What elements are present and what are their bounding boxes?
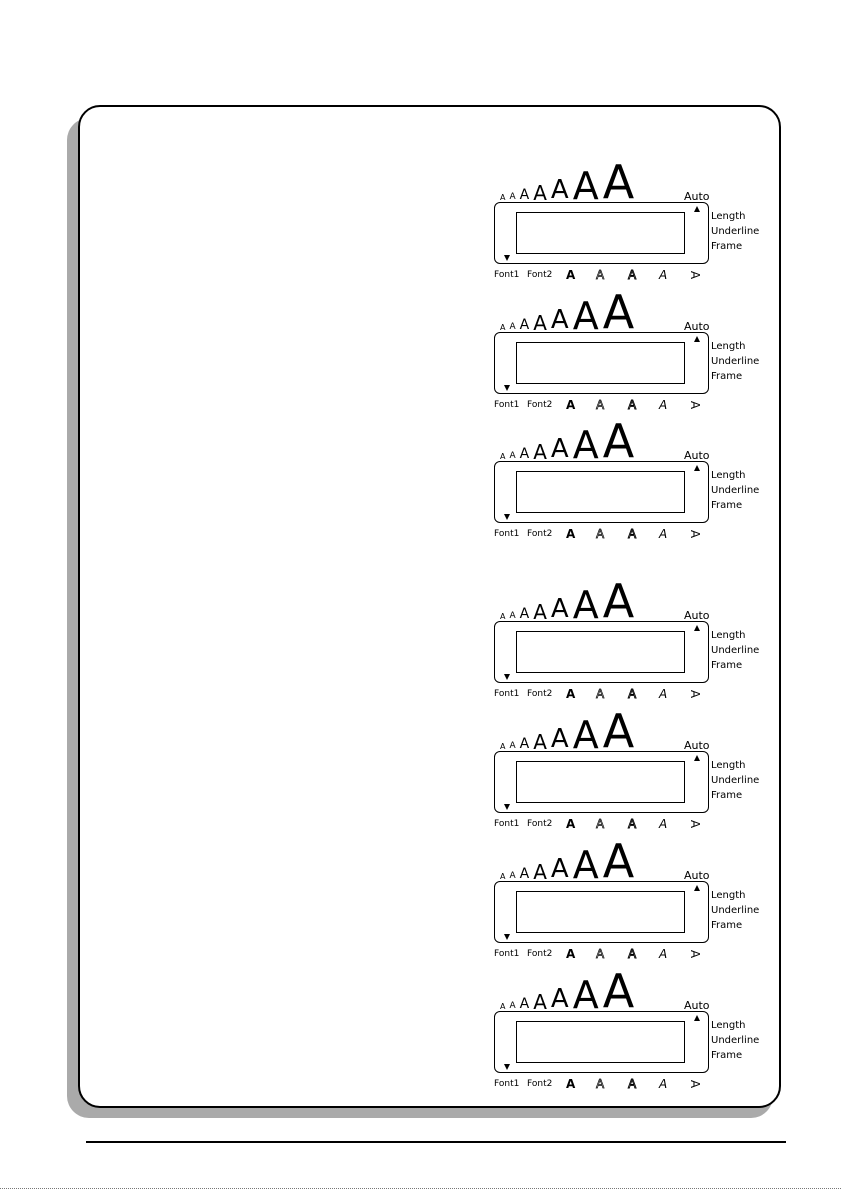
bottom-labels	[494, 527, 709, 541]
size-indicator-3: A	[519, 995, 530, 1012]
size-indicator-2: A	[509, 610, 516, 621]
size-indicator-5: A	[550, 175, 569, 206]
lcd-display	[490, 834, 760, 964]
bold-style-icon: A	[566, 817, 576, 831]
outline-style-icon: A	[596, 947, 605, 961]
size-indicator-1: A	[500, 871, 506, 881]
side-labels	[711, 1018, 759, 1063]
lcd-screen	[516, 342, 685, 384]
length-label: Length	[711, 470, 746, 481]
underline-label: Underline	[711, 645, 760, 656]
font2-label: Font2	[527, 529, 553, 539]
side-labels	[711, 339, 759, 384]
size-indicator-7: A	[602, 155, 635, 210]
font1-label: Font1	[494, 949, 520, 959]
triangle-down-icon	[504, 674, 510, 680]
font2-label: Font2	[527, 819, 553, 829]
lcd-frame	[494, 881, 709, 943]
length-label: Length	[711, 630, 746, 641]
lcd-display	[490, 414, 760, 544]
side-labels	[711, 468, 759, 513]
side-labels	[711, 758, 759, 803]
triangle-up-icon	[694, 206, 700, 212]
underline-label: Underline	[711, 905, 760, 916]
size-indicator-6: A	[572, 422, 599, 467]
font1-label: Font1	[494, 270, 520, 280]
vertical-style-icon: A	[688, 689, 703, 699]
size-indicator-6: A	[572, 582, 599, 627]
bold-style-icon: A	[566, 1077, 576, 1091]
size-indicators	[500, 155, 635, 210]
underline-label: Underline	[711, 226, 760, 237]
vertical-style-icon: A	[688, 949, 703, 959]
font1-label: Font1	[494, 1079, 520, 1089]
shadow-style-icon: A	[628, 1077, 637, 1091]
vertical-style-icon: A	[688, 529, 703, 539]
shadow-style-icon: A	[628, 268, 637, 282]
bottom-labels	[494, 398, 709, 412]
lcd-frame	[494, 1011, 709, 1073]
size-indicators	[500, 964, 635, 1019]
lcd-display	[490, 964, 760, 1094]
underline-label: Underline	[711, 1035, 760, 1046]
italic-style-icon: A	[659, 687, 668, 701]
shadow-style-icon: A	[628, 687, 637, 701]
bottom-labels	[494, 687, 709, 701]
font1-label: Font1	[494, 400, 520, 410]
size-indicator-7: A	[602, 414, 635, 469]
bottom-labels	[494, 268, 709, 282]
outline-style-icon: A	[596, 687, 605, 701]
size-indicator-2: A	[509, 321, 516, 332]
frame-label: Frame	[711, 500, 743, 511]
font2-label: Font2	[527, 1079, 553, 1089]
lcd-frame	[494, 461, 709, 523]
size-indicator-4: A	[533, 990, 547, 1014]
lcd-frame	[494, 751, 709, 813]
triangle-down-icon	[504, 255, 510, 261]
underline-label: Underline	[711, 485, 760, 496]
footer-rule	[86, 1141, 786, 1143]
size-indicator-7: A	[602, 574, 635, 629]
outline-style-icon: A	[596, 398, 605, 412]
size-indicator-2: A	[509, 740, 516, 751]
font1-label: Font1	[494, 529, 520, 539]
length-label: Length	[711, 341, 746, 352]
lcd-display	[490, 155, 760, 285]
outline-style-icon: A	[596, 268, 605, 282]
triangle-down-icon	[504, 514, 510, 520]
lcd-screen	[516, 631, 685, 673]
italic-style-icon: A	[659, 947, 668, 961]
auto-label: Auto	[684, 999, 710, 1012]
size-indicator-4: A	[533, 730, 547, 754]
bottom-dotted-edge	[0, 1188, 841, 1189]
size-indicator-5: A	[550, 724, 569, 755]
size-indicator-4: A	[533, 600, 547, 624]
size-indicators	[500, 834, 635, 889]
length-label: Length	[711, 760, 746, 771]
size-indicator-2: A	[509, 191, 516, 202]
italic-style-icon: A	[659, 1077, 668, 1091]
length-label: Length	[711, 1020, 746, 1031]
lcd-screen	[516, 471, 685, 513]
bottom-labels	[494, 817, 709, 831]
triangle-down-icon	[504, 804, 510, 810]
bold-style-icon: A	[566, 268, 576, 282]
italic-style-icon: A	[659, 398, 668, 412]
lcd-screen	[516, 761, 685, 803]
bold-style-icon: A	[566, 527, 576, 541]
auto-label: Auto	[684, 320, 710, 333]
size-indicator-2: A	[509, 450, 516, 461]
size-indicator-4: A	[533, 181, 547, 205]
auto-label: Auto	[684, 739, 710, 752]
font2-label: Font2	[527, 949, 553, 959]
frame-label: Frame	[711, 790, 743, 801]
triangle-down-icon	[504, 934, 510, 940]
shadow-style-icon: A	[628, 527, 637, 541]
lcd-frame	[494, 202, 709, 264]
size-indicator-3: A	[519, 605, 530, 622]
size-indicator-4: A	[533, 440, 547, 464]
underline-label: Underline	[711, 356, 760, 367]
frame-label: Frame	[711, 371, 743, 382]
bottom-labels	[494, 1077, 709, 1091]
vertical-style-icon: A	[688, 270, 703, 280]
size-indicator-5: A	[550, 984, 569, 1015]
italic-style-icon: A	[659, 527, 668, 541]
bottom-labels	[494, 947, 709, 961]
shadow-style-icon: A	[628, 817, 637, 831]
size-indicators	[500, 704, 635, 759]
italic-style-icon: A	[659, 817, 668, 831]
size-indicator-7: A	[602, 285, 635, 340]
size-indicators	[500, 285, 635, 340]
size-indicator-1: A	[500, 322, 506, 332]
auto-label: Auto	[684, 609, 710, 622]
triangle-up-icon	[694, 336, 700, 342]
lcd-screen	[516, 891, 685, 933]
font2-label: Font2	[527, 689, 553, 699]
lcd-frame	[494, 621, 709, 683]
size-indicators	[500, 414, 635, 469]
size-indicator-6: A	[572, 712, 599, 757]
size-indicator-3: A	[519, 316, 530, 333]
frame-label: Frame	[711, 920, 743, 931]
auto-label: Auto	[684, 869, 710, 882]
frame-label: Frame	[711, 660, 743, 671]
font2-label: Font2	[527, 400, 553, 410]
size-indicator-2: A	[509, 1000, 516, 1011]
triangle-up-icon	[694, 465, 700, 471]
size-indicator-5: A	[550, 594, 569, 625]
size-indicator-7: A	[602, 964, 635, 1019]
vertical-style-icon: A	[688, 1079, 703, 1089]
shadow-style-icon: A	[628, 398, 637, 412]
lcd-screen	[516, 212, 685, 254]
triangle-up-icon	[694, 885, 700, 891]
underline-label: Underline	[711, 775, 760, 786]
font1-label: Font1	[494, 689, 520, 699]
lcd-frame	[494, 332, 709, 394]
triangle-down-icon	[504, 1064, 510, 1070]
lcd-display	[490, 574, 760, 704]
triangle-up-icon	[694, 625, 700, 631]
side-labels	[711, 888, 759, 933]
frame-label: Frame	[711, 241, 743, 252]
size-indicator-2: A	[509, 870, 516, 881]
size-indicator-3: A	[519, 865, 530, 882]
side-labels	[711, 628, 759, 673]
vertical-style-icon: A	[688, 819, 703, 829]
size-indicator-5: A	[550, 854, 569, 885]
size-indicator-3: A	[519, 735, 530, 752]
shadow-style-icon: A	[628, 947, 637, 961]
length-label: Length	[711, 890, 746, 901]
size-indicator-7: A	[602, 704, 635, 759]
outline-style-icon: A	[596, 527, 605, 541]
size-indicator-1: A	[500, 741, 506, 751]
lcd-screen	[516, 1021, 685, 1063]
italic-style-icon: A	[659, 268, 668, 282]
font1-label: Font1	[494, 819, 520, 829]
auto-label: Auto	[684, 190, 710, 203]
bold-style-icon: A	[566, 687, 576, 701]
size-indicator-1: A	[500, 451, 506, 461]
size-indicator-6: A	[572, 972, 599, 1017]
size-indicator-6: A	[572, 842, 599, 887]
size-indicators	[500, 574, 635, 629]
size-indicator-6: A	[572, 163, 599, 208]
size-indicator-3: A	[519, 186, 530, 203]
size-indicator-6: A	[572, 293, 599, 338]
size-indicator-3: A	[519, 445, 530, 462]
size-indicator-1: A	[500, 1001, 506, 1011]
size-indicator-7: A	[602, 834, 635, 889]
length-label: Length	[711, 211, 746, 222]
size-indicator-4: A	[533, 860, 547, 884]
lcd-display	[490, 704, 760, 834]
lcd-display	[490, 285, 760, 415]
vertical-style-icon: A	[688, 400, 703, 410]
size-indicator-4: A	[533, 311, 547, 335]
bold-style-icon: A	[566, 947, 576, 961]
triangle-up-icon	[694, 755, 700, 761]
triangle-down-icon	[504, 385, 510, 391]
triangle-up-icon	[694, 1015, 700, 1021]
outline-style-icon: A	[596, 1077, 605, 1091]
bold-style-icon: A	[566, 398, 576, 412]
frame-label: Frame	[711, 1050, 743, 1061]
side-labels	[711, 209, 759, 254]
auto-label: Auto	[684, 449, 710, 462]
size-indicator-5: A	[550, 434, 569, 465]
font2-label: Font2	[527, 270, 553, 280]
size-indicator-5: A	[550, 305, 569, 336]
outline-style-icon: A	[596, 817, 605, 831]
size-indicator-1: A	[500, 611, 506, 621]
size-indicator-1: A	[500, 192, 506, 202]
